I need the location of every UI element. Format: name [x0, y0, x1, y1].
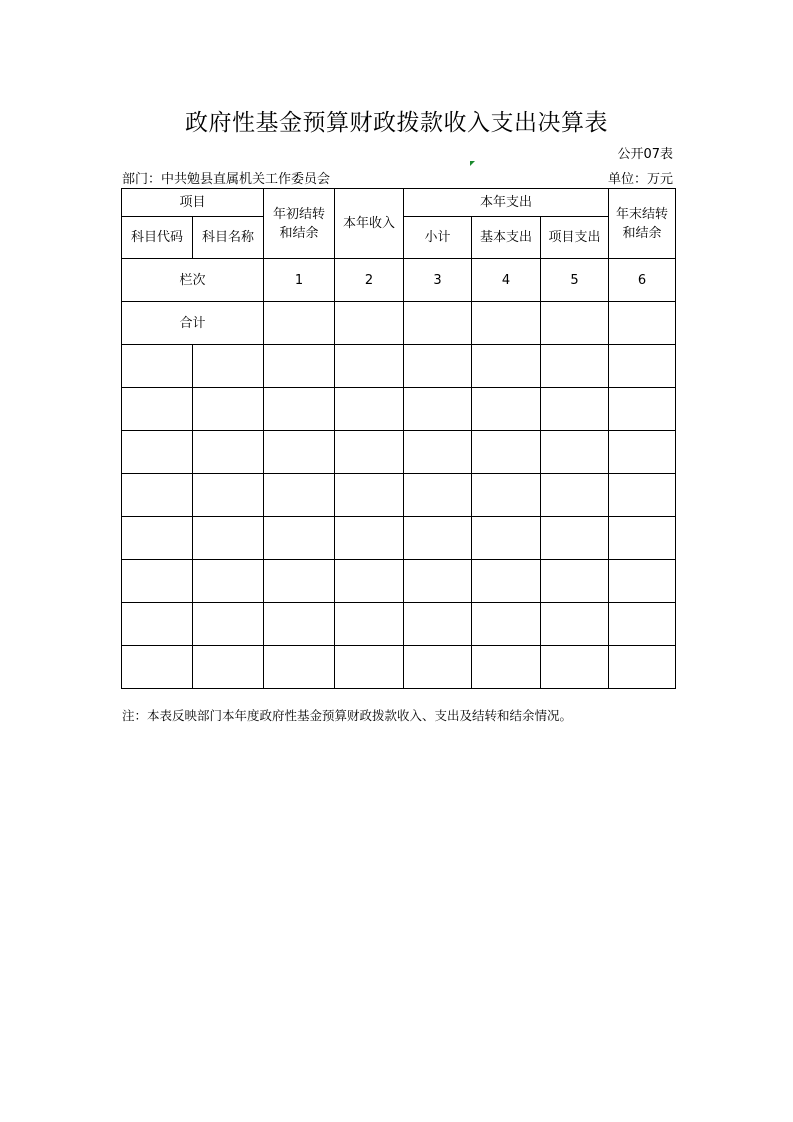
table-cell — [122, 474, 193, 517]
table-cell — [335, 345, 404, 388]
table-row — [122, 345, 676, 388]
total-cell — [609, 302, 676, 345]
table-cell — [335, 517, 404, 560]
table-cell — [541, 345, 609, 388]
table-cell — [122, 603, 193, 646]
header-item: 项目 — [122, 189, 264, 217]
table-cell — [472, 474, 541, 517]
table-note: 注：本表反映部门本年度政府性基金预算财政拨款收入、支出及结转和结余情况。 — [122, 708, 573, 723]
table-cell — [122, 431, 193, 474]
table-cell — [404, 345, 472, 388]
table-row — [122, 431, 676, 474]
table-cell — [264, 345, 335, 388]
table-cell — [122, 345, 193, 388]
table-cell — [193, 646, 264, 689]
table-cell — [264, 603, 335, 646]
table-cell — [609, 431, 676, 474]
header-closing-balance — [609, 189, 676, 259]
table-cell — [609, 474, 676, 517]
table-cell — [335, 388, 404, 431]
table-code: 公开07表 — [617, 147, 673, 162]
table-cell — [609, 603, 676, 646]
table-cell — [264, 560, 335, 603]
table-row — [122, 603, 676, 646]
header-opening-balance — [264, 189, 335, 259]
table-cell — [335, 474, 404, 517]
column-number: 2 — [335, 259, 404, 302]
table-cell — [335, 431, 404, 474]
total-cell — [335, 302, 404, 345]
table-cell — [264, 517, 335, 560]
cell-comment-marker — [470, 161, 475, 166]
table-cell — [193, 603, 264, 646]
page-title: 政府性基金预算财政拨款收入支出决算表 — [185, 110, 608, 136]
header-project-expense: 项目支出 — [541, 217, 609, 259]
table-cell — [609, 560, 676, 603]
header-subject-name: 科目名称 — [193, 217, 264, 259]
table-cell — [541, 603, 609, 646]
table-cell — [122, 517, 193, 560]
table-cell — [122, 560, 193, 603]
table-cell — [404, 646, 472, 689]
header-opening-balance-line2: 和结余 — [279, 225, 319, 241]
header-opening-balance-line1: 年初结转 — [273, 206, 326, 222]
header-closing-balance-line2: 和结余 — [622, 225, 662, 241]
total-cell — [264, 302, 335, 345]
column-number: 4 — [472, 259, 541, 302]
table-cell — [541, 474, 609, 517]
table-cell — [264, 646, 335, 689]
table-cell — [541, 560, 609, 603]
table-cell — [541, 388, 609, 431]
header-subject-code: 科目代码 — [122, 217, 193, 259]
table-cell — [541, 517, 609, 560]
table-cell — [609, 345, 676, 388]
table-cell — [264, 474, 335, 517]
total-cell — [541, 302, 609, 345]
budget-table — [121, 188, 676, 689]
table-cell — [193, 431, 264, 474]
table-cell — [404, 560, 472, 603]
department-label: 部门：中共勉县直属机关工作委员会 — [122, 172, 331, 187]
table-cell — [404, 474, 472, 517]
table-cell — [122, 388, 193, 431]
table-row — [122, 560, 676, 603]
column-number-row — [122, 259, 676, 302]
table-cell — [193, 345, 264, 388]
table-row — [122, 517, 676, 560]
column-number: 1 — [264, 259, 335, 302]
table-cell — [335, 560, 404, 603]
table-cell — [472, 388, 541, 431]
header-closing-balance-line1: 年末结转 — [616, 206, 669, 222]
header-current-income: 本年收入 — [335, 189, 404, 259]
table-row — [122, 646, 676, 689]
table-cell — [472, 646, 541, 689]
table-cell — [193, 474, 264, 517]
total-cell — [472, 302, 541, 345]
table-cell — [541, 646, 609, 689]
column-number-label: 栏次 — [122, 259, 264, 302]
table-cell — [264, 388, 335, 431]
table-row — [122, 388, 676, 431]
table-cell — [122, 646, 193, 689]
header-subtotal: 小计 — [404, 217, 472, 259]
table-cell — [335, 603, 404, 646]
total-label: 合计 — [122, 302, 264, 345]
table-cell — [193, 388, 264, 431]
table-cell — [404, 603, 472, 646]
column-number: 3 — [404, 259, 472, 302]
table-cell — [472, 345, 541, 388]
table-cell — [193, 517, 264, 560]
total-row — [122, 302, 676, 345]
table-cell — [472, 603, 541, 646]
table-cell — [609, 646, 676, 689]
column-number: 6 — [609, 259, 676, 302]
table-cell — [472, 431, 541, 474]
table-cell — [472, 517, 541, 560]
total-cell — [404, 302, 472, 345]
table-row — [122, 474, 676, 517]
header-current-expense: 本年支出 — [404, 189, 609, 217]
table-cell — [609, 517, 676, 560]
column-number: 5 — [541, 259, 609, 302]
table-cell — [404, 388, 472, 431]
table-cell — [404, 517, 472, 560]
table-cell — [404, 431, 472, 474]
table-cell — [335, 646, 404, 689]
table-cell — [609, 388, 676, 431]
table-cell — [193, 560, 264, 603]
table-cell — [541, 431, 609, 474]
table-cell — [264, 431, 335, 474]
table-cell — [472, 560, 541, 603]
unit-label: 单位：万元 — [607, 172, 673, 187]
header-basic-expense: 基本支出 — [472, 217, 541, 259]
